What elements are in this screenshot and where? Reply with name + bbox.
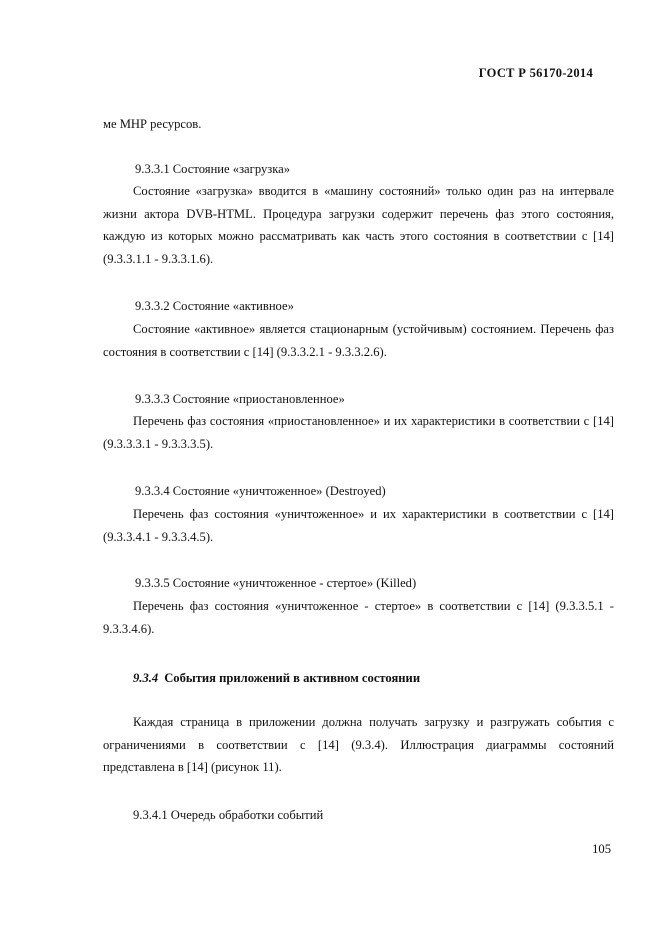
continuation-text: ме МНР ресурсов. [103,117,202,131]
heading-9-3-3-3: 9.3.3.3 Состояние «приостановленное» [135,392,345,406]
heading-9-3-3-4: 9.3.3.4 Состояние «уничтоженное» (Destroyed) [135,484,386,498]
heading-9-3-3-5: 9.3.3.5 Состояние «уничтоженное - стертое» (Killed) [135,576,417,590]
section-heading-9-3-4 [133,671,420,686]
paragraph-9-3-3-4: Перечень фаз состояния «уничтоженное» и их характеристики в соответствии с [14] (9.3.3.4.1 - 9.3.3.4.5). [103,507,614,544]
paragraph-9-3-3-5: Перечень фаз состояния «уничтоженное - стертое» в соответствии с [14] (9.3.3.5.1 - 9.3.3.4.6). [103,599,614,636]
heading-9-3-3-2: 9.3.3.2 Состояние «активное» [135,299,294,313]
document-standard-id: ГОСТ Р 56170-2014 [478,66,593,80]
heading-9-3-3-1: 9.3.3.1 Состояние «загрузка» [135,162,291,176]
paragraph-9-3-3-2: Состояние «активное» является стационарным (устойчивым) состоянием. Перечень фаз состояния в соответствии с [14] (9.3.3.2.1 - 9.3.3.2.6). [103,322,614,359]
page-number: 105 [592,842,611,856]
heading-9-3-4-1: 9.3.4.1 Очередь обработки событий [133,808,324,822]
paragraph-9-3-3-3: Перечень фаз состояния «приостановленное» и их характеристики в соответствии с [14] (9.3.3.3.1 - 9.3.3.3.5). [103,414,614,451]
section-title: События приложений в активном состоянии [164,671,421,685]
paragraph-9-3-4: Каждая страница в приложении должна получать загрузку и разгружать события с ограничениями в соответствии с [14] (9.3.4). Иллюстрация диаграммы состояний представлена в [14] (рисунок 11). [103,715,614,775]
section-number: 9.3.4 [133,671,159,685]
paragraph-9-3-3-1: Состояние «загрузка» вводится в «машину состояний» только один раз на интервале жизни актора DVB-HTML. Процедура загрузки содержит перечень фаз этого состояния, каждую из которых можно рассматривать как часть этого состояния в соответствии с [14] (9.3.3.1.1 - 9.3.3.1.6). [103,184,614,266]
